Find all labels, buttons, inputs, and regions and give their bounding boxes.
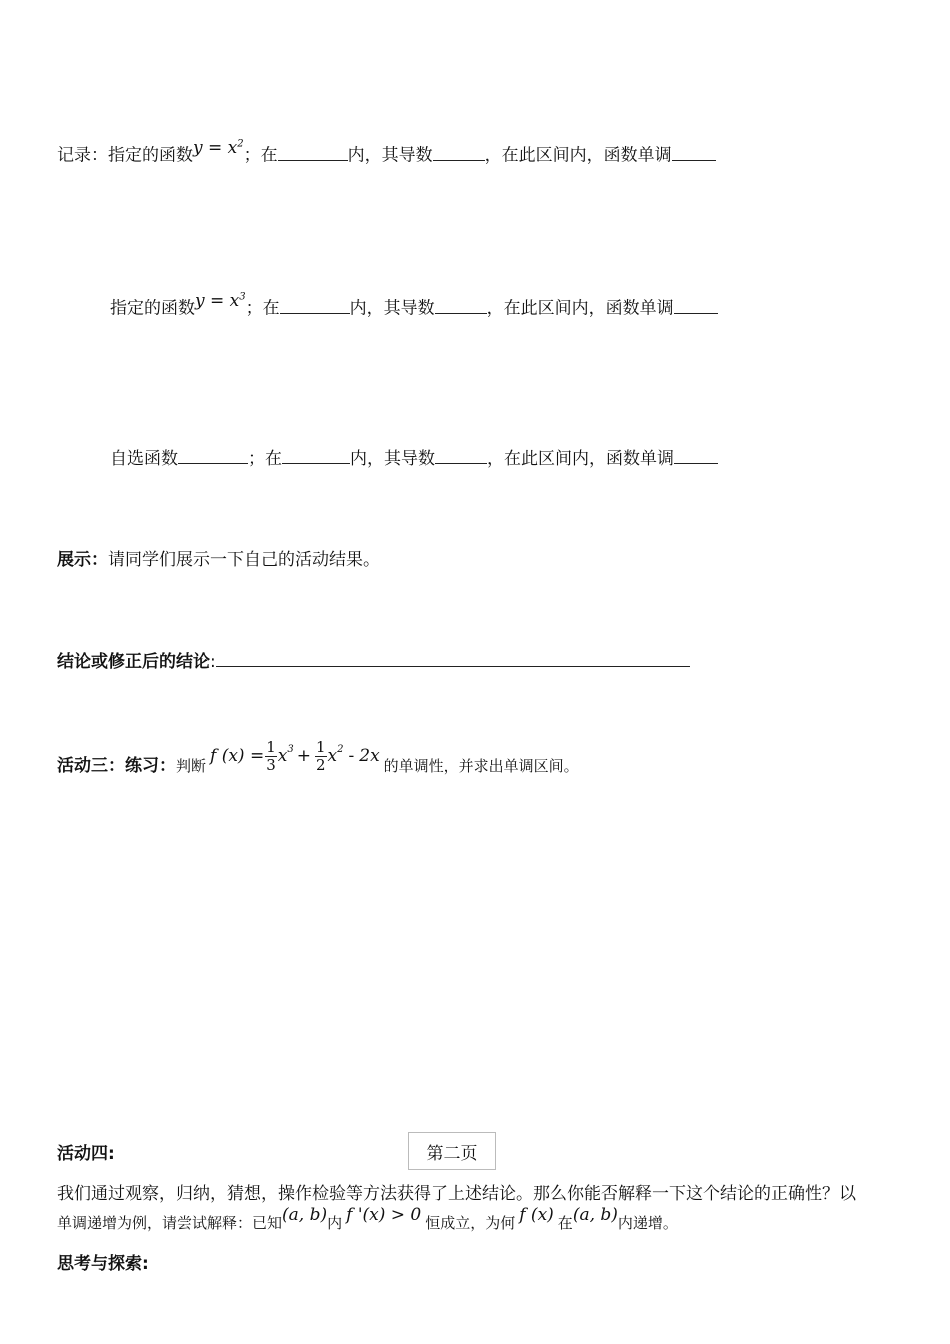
function-y-x2-exp: 2 xyxy=(237,138,244,149)
formula-term1-exp: 3 xyxy=(287,744,294,755)
derivative-condition: f '(x) > 0 xyxy=(346,1205,422,1225)
activity3-pre: 判断 xyxy=(176,757,207,775)
blank-interval-2[interactable] xyxy=(280,299,350,314)
function-y-x3-base: y = x xyxy=(195,290,240,311)
p2-c: 恒成立，为何 xyxy=(425,1214,516,1232)
blank-monotonic-3[interactable] xyxy=(674,449,718,464)
interval-ab-2: (a, b) xyxy=(572,1205,618,1225)
record-line-3-prefix: 自选函数 xyxy=(110,449,178,469)
conclusion-section xyxy=(57,650,690,674)
explore-label: 思考与探索: xyxy=(57,1254,149,1274)
activity3-label: 活动三：练习： xyxy=(57,756,176,776)
formula-f: f (x) = xyxy=(210,746,265,766)
formula-frac-2 xyxy=(315,739,327,774)
blank-derivative-1[interactable] xyxy=(433,146,485,161)
record-line-1 xyxy=(57,137,716,168)
function-y-x3 xyxy=(195,291,246,311)
formula-frac-1 xyxy=(265,739,277,774)
record-line-1-prefix: 记录：指定的函数 xyxy=(57,145,193,166)
record-line-1-in: ；在 xyxy=(243,145,278,166)
function-y-x2-base: y = x xyxy=(193,137,238,158)
record-line-3-deriv: 内，其导数 xyxy=(350,449,435,469)
interval-ab: (a, b) xyxy=(282,1205,328,1225)
record-line-3 xyxy=(110,447,718,471)
blank-monotonic-2[interactable] xyxy=(674,299,718,314)
p2-b: 内 xyxy=(327,1214,343,1232)
function-y-x2 xyxy=(193,138,244,158)
function-y-x3-exp: 3 xyxy=(239,291,246,302)
activity4-paragraph-1: 我们通过观察，归纳，猜想，操作检验等方法获得了上述结论。那么你能否解释一下这个结论的正确性？以 xyxy=(57,1184,856,1204)
record-line-2-prefix: 指定的函数 xyxy=(110,298,195,319)
blank-custom-function[interactable] xyxy=(178,449,248,464)
activity4-paragraph-2 xyxy=(57,1205,678,1235)
blank-monotonic-1[interactable] xyxy=(672,146,716,161)
frac2-den: 2 xyxy=(315,755,326,774)
blank-derivative-2[interactable] xyxy=(435,299,487,314)
p2-a: 单调递增为例，请尝试解释：已知 xyxy=(57,1214,283,1232)
blank-interval-1[interactable] xyxy=(278,146,348,161)
show-text: 请同学们展示一下自己的活动结果。 xyxy=(108,550,380,570)
record-line-2-in: ；在 xyxy=(245,298,280,319)
blank-conclusion[interactable] xyxy=(216,652,690,667)
conclusion-colon: : xyxy=(210,652,216,672)
formula-term2-exp: 2 xyxy=(337,744,344,755)
frac1-den: 3 xyxy=(266,755,276,774)
activity3-section xyxy=(57,737,579,788)
record-line-1-deriv: 内，其导数 xyxy=(347,145,433,166)
frac1-num: 1 xyxy=(266,737,276,756)
record-line-1-mono: ，在此区间内，函数单调 xyxy=(484,145,672,166)
blank-interval-3[interactable] xyxy=(282,449,350,464)
formula-term2: x xyxy=(327,746,338,766)
record-line-3-mono: ，在此区间内，函数单调 xyxy=(487,449,674,469)
function-fx: f (x) xyxy=(519,1205,554,1225)
formula-minus: - xyxy=(348,746,355,766)
page-label: 第二页 xyxy=(426,1143,478,1164)
page-label-box xyxy=(408,1132,496,1170)
show-label: 展示： xyxy=(57,550,108,570)
formula-plus: + xyxy=(296,746,311,766)
record-line-2 xyxy=(110,290,718,321)
formula-term3: 2x xyxy=(359,746,380,766)
record-line-2-mono: ，在此区间内，函数单调 xyxy=(486,298,674,319)
blank-derivative-3[interactable] xyxy=(435,449,487,464)
p2-d: 在 xyxy=(557,1214,573,1232)
conclusion-label: 结论或修正后的结论 xyxy=(57,652,210,672)
p2-e: 内递增。 xyxy=(617,1214,678,1232)
frac2-num: 1 xyxy=(315,737,326,756)
activity4-label: 活动四: xyxy=(57,1144,115,1164)
activity3-post: 的单调性，并求出单调区间。 xyxy=(383,757,579,775)
formula-term1: x xyxy=(277,746,288,766)
activity3-formula xyxy=(210,734,380,778)
show-section xyxy=(57,548,380,572)
record-line-2-deriv: 内，其导数 xyxy=(349,298,435,319)
record-line-3-in: ；在 xyxy=(248,449,282,469)
